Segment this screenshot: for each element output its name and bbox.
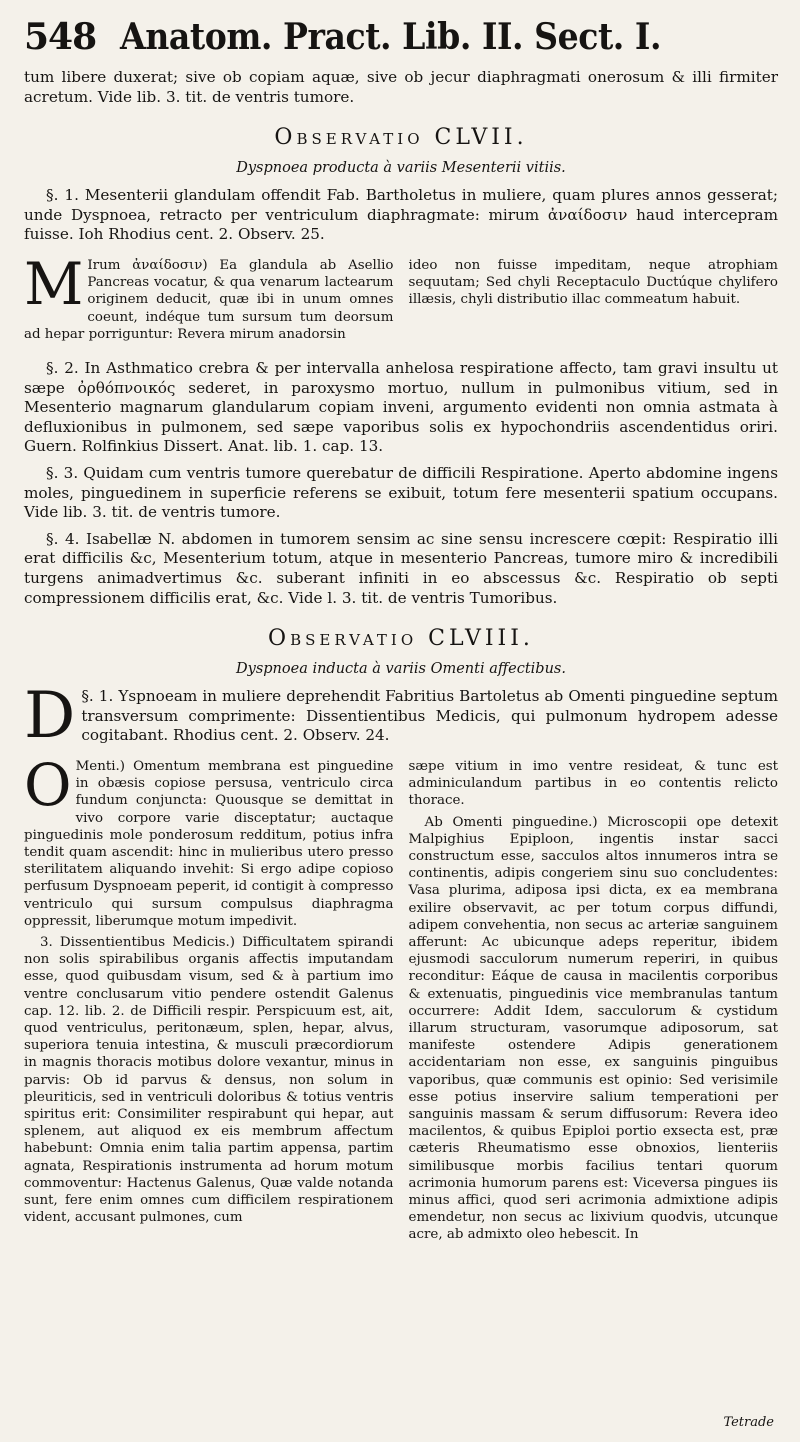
obs158-section-1 (24, 679, 779, 754)
obs157-commentary-left-text: Irum ἀναίδοσιν) Ea glandula ab Asellio Pancreas vocatur, & qua venarum lactearum originem deducit, quæ ibi in unum omnes coeunt, indéque tum sursum tum deorsum ad hepar porriguntur: Revera mirum anadorsin (24, 257, 394, 342)
obs158-commentary-left (24, 750, 394, 1248)
obs157-section-1: §. 1. Mesenterii glandulam offendit Fab. Bartholetus in muliere, quam plures annos gesserat; unde Dyspnoea, retracto per ventriculum diaphragmate: mirum ἀναίδοσιν haud intercepram fuisse. Ioh Rhodius cent. 2. Observ. 25. (24, 186, 778, 244)
obs157-section-2: §. 2. In Asthmatico crebra & per intervalla anhelosa respiratione affecto, tam gravi insultu ut sæpe ὀρθόπνοικός sederet, in paroxysmo mortuo, nullum in pulmonibus vitium, sed in Mesenterio magnarum glandularum copiam inveni, argumento evidenti non omnia astmata à defluxionibus in pulmonem, sed sæpe vaporibus solis ex hypochondriis ascendentidus oriri. Guern. Rolfinkius Dissert. Anat. lib. 1. cap. 13. (24, 358, 778, 456)
obs158-right-paragraph-2: Ab Omenti pinguedine.) Microscopii ope detexit Malpighius Epiploon, ingentis instar sacci constructum esse, sacculos altos innumeros intra se continentis, adipis congeriem sinu suo concludentes: Vasa plurima, adiposa ipsi dicta, ex ea membrana exilire observavit, ac per totum corpus diffundi, adipem convehentia, non secus ac arteriæ sanguinem afferunt: Ac ubicunque adeps reperitur, ibidem ejusmodi sacculorum numerum reperiri, in quibus reconditur: Eáque de causa in macilentis corporibus & extenuatis, pinguedinis vice membranulas tantum occurrere: Addit Idem, sacculorum & cystidum illarum structuram, vasorumque adiposorum, sat manifeste ostendere Adipis generationem accidentariam non esse, ex sanguinis pinguibus vaporibus, quæ communis est opinio: Sed verisimile esse potius inservire salium temperationi per sanguinis massam & serum diffusorum: Revera ideo macilentos, & quibus Epiploi portio exsecta est, præ cæteris Rheumatismo esse obnoxios, lienteriis similibusque morbis facilius tentari quorum acrimonia humorum parens est: Viceversa pingues iis minus affici, quod seri acrimonia admixtione adipis emendetur, non secus ac lixivium quodvis, utcunque acre, ab admixto oleo hebescit. In (408, 814, 778, 1243)
obs157-commentary (24, 249, 778, 347)
observation-157-title: Observatio CLVII. (274, 125, 528, 151)
obs158-section-1-label: §. 1. (81, 687, 114, 706)
drop-cap-m: M (24, 249, 84, 318)
observation-158-subtitle: Dyspnoea inducta à variis Omenti affectibus. (236, 661, 566, 678)
obs157-commentary-right-text: ideo non fuisse impeditam, neque atrophiam sequutam; Sed chyli Receptaculo Ductúque chylifero illæsis, chyli distributio illac commeatum habuit. (408, 257, 778, 308)
observation-157-subtitle: Dyspnoea producta à variis Mesenterii vitiis. (236, 160, 566, 177)
obs158-left-paragraph-2: 3. Dissentientibus Medicis.) Difficultatem spirandi non solis spirabilibus organis affectis imputandam esse, quod quibusdam visum, sed & à partium imo ventre conclusarum vitio pendere ostendit Galenus cap. 12. lib. 2. de Difficili respir. Perspicuum est, ait, quod ventriculus, peritonæum, splen, hepar, alvus, superiora tenuia intestina, & musculi præcordiorum in magnis thoracis motibus dolore vexantur, minus in parvis: Ob id parvus & densus, non solum in pleuriticis, sed in ventriculi doloribus & totius ventris spiritus erit: Consimiliter respirabunt qui hepar, aut splenem, aut aliquod ex eis membrum affectum habebunt: Omnia enim talia partim appensa, partim agnata, Respirationis instrumenta ad horum motum commoventur: Hactenus Galenus, Quæ valde notanda sunt, fere enim omnes cum difficilem respirationem vident, accusant pulmones, cum (24, 934, 394, 1226)
obs157-commentary-right (409, 257, 778, 347)
observation-158-title: Observatio CLVIII. (268, 626, 534, 652)
obs157-commentary-left (24, 249, 394, 347)
obs158-commentary (24, 750, 778, 1248)
obs158-section-1-text: Yspnoeam in muliere deprehendit Fabritius Bartoletus ab Omenti pinguedine septum transversum comprimente: Dissentientibus Medicis, qui pulmonum hydropem adesse cogitabant. Rhodius cent. 2. Observ. 24. (81, 687, 779, 745)
obs158-left-paragraph-1: Menti.) Omentum membrana est pinguedine in obæsis copiose persusa, ventriculo circa fundum conjuncta: Quousque se demittat in vivo corpore varie disceptatur; auctaque pinguedinis mole ponderosum redditum, potius infra tendit quam ascendit: hinc in mulieribus utero presso sterilitatem aliquando invehit: Si ergo adipe copioso perfusum Dyspnoeam peperit, id contigit à compresso ventriculo qui sursum compulsus diaphragma oppressit, liberumque motum impedivit. (24, 758, 394, 929)
obs158-commentary-right (409, 758, 778, 1248)
drop-cap-d: D (24, 679, 76, 754)
drop-cap-o: O (24, 750, 72, 819)
obs158-right-paragraph-1: sæpe vitium in imo ventre resideat, & tunc est adminiculandum partibus in eo contentis relicto thorace. (408, 758, 778, 809)
page-header (24, 16, 778, 68)
catchword: Tetrade (723, 1415, 774, 1430)
obs157-section-4: §. 4. Isabellæ N. abdomen in tumorem sensim ac sine sensu increscere cœpit: Respiratio illi erat difficilis &c, Mesenterium totum, atque in mesenterio Pancreas, tumore miro & incredibili turgens animadvertimus &c. suberant infiniti in eo abscessus &c. Respiratio ob septi compressionem difficilis erat, &c. Vide l. 3. tit. de ventris Tumoribus. (24, 529, 778, 607)
running-head: Anatom. Pract. Lib. II. Sect. I. (120, 16, 662, 58)
carryover-text: tum libere duxerat; sive ob copiam aquæ, sive ob jecur diaphragmati onerosum & illi firmiter acretum. Vide lib. 3. tit. de ventris tumore. (24, 68, 778, 106)
page-number: 548 (24, 16, 97, 58)
obs157-section-3: §. 3. Quidam cum ventris tumore querebatur de difficili Respiratione. Aperto abdomine ingens moles, pinguedinem in superficie referens se exibuit, totum fere mesenterii spatium occupans. Vide lib. 3. tit. de ventris tumore. (24, 463, 778, 522)
